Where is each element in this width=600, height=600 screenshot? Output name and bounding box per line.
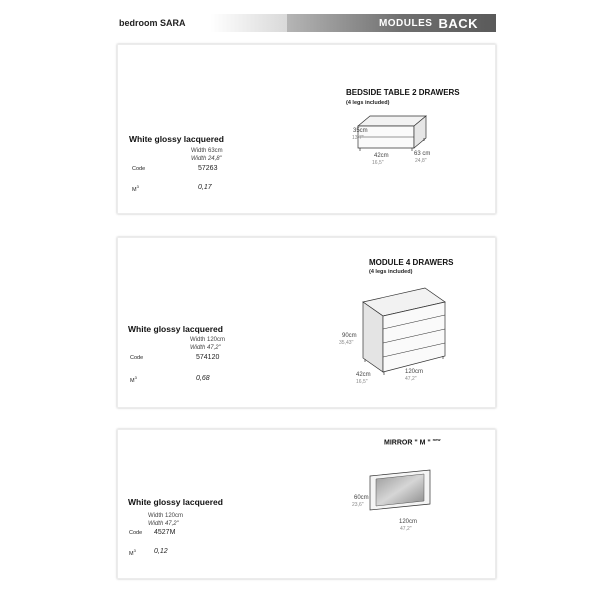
collection-title: bedroom SARA: [117, 14, 287, 32]
depth-cm: 42cm: [374, 153, 389, 159]
page-header: [117, 14, 496, 32]
width-dim-cm: 120cm: [399, 519, 418, 525]
height-in: 13,7'': [352, 135, 364, 141]
width-cm: Width 63cm: [191, 148, 223, 154]
product-code: 4527M: [154, 529, 176, 536]
mirror-drawing: [368, 468, 438, 514]
product-title: MIRROR " M " $^{new}$: [384, 437, 441, 447]
width-in: Width 24,8'': [191, 156, 222, 162]
section-label: MODULES: [378, 17, 433, 29]
side-label: BACK: [438, 15, 478, 31]
height-cm: 90cm: [342, 333, 357, 339]
volume-value: 0,68: [196, 375, 210, 382]
product-subtitle: (4 legs included): [346, 100, 390, 106]
product-code: 574120: [196, 354, 220, 361]
width-dim-in: 47,2'': [400, 526, 412, 532]
finish-label: White glossy lacquered: [129, 134, 224, 144]
volume-label: $M^3$: [130, 375, 137, 384]
module-drawing: [358, 280, 458, 380]
product-card-module-4-drawers: [117, 237, 496, 408]
finish-label: White glossy lacquered: [128, 497, 223, 507]
product-title: MODULE 4 DRAWERS: [369, 258, 454, 267]
product-code: 57263: [198, 165, 218, 172]
height-cm: 60cm: [354, 495, 369, 501]
width-dim-in: 47,2'': [405, 376, 417, 382]
section-banner: [287, 14, 496, 32]
width-cm: Width 120cm: [148, 513, 184, 519]
volume-value: 0,12: [154, 548, 168, 555]
finish-label: White glossy lacquered: [128, 324, 223, 334]
volume-label: $M^3$: [129, 548, 136, 557]
volume-label: $M^3$: [132, 184, 139, 193]
depth-in: 16,5'': [356, 379, 368, 385]
height-in: 23,6'': [352, 502, 364, 508]
width-dim-cm: 120cm: [405, 369, 424, 375]
width-in: Width 47,2'': [190, 345, 221, 351]
width-cm: Width 120cm: [190, 337, 226, 343]
code-label: Code: [132, 166, 146, 172]
depth-cm: 42cm: [356, 372, 371, 378]
volume-value: 0,17: [198, 184, 212, 191]
height-in: 35,43'': [339, 340, 354, 346]
code-label: Code: [129, 530, 143, 536]
width-dim-cm: 63 cm: [414, 151, 431, 157]
product-card-bedside-table: [117, 44, 496, 214]
height-cm: 35cm: [353, 128, 368, 134]
width-in: Width 47,2'': [148, 521, 179, 527]
product-card-mirror: [117, 429, 496, 579]
product-title: BEDSIDE TABLE 2 DRAWERS: [346, 88, 460, 97]
code-label: Code: [130, 355, 144, 361]
depth-in: 16,5'': [372, 160, 384, 166]
width-dim-in: 24,8'': [415, 158, 427, 164]
product-subtitle: (4 legs included): [369, 269, 413, 275]
